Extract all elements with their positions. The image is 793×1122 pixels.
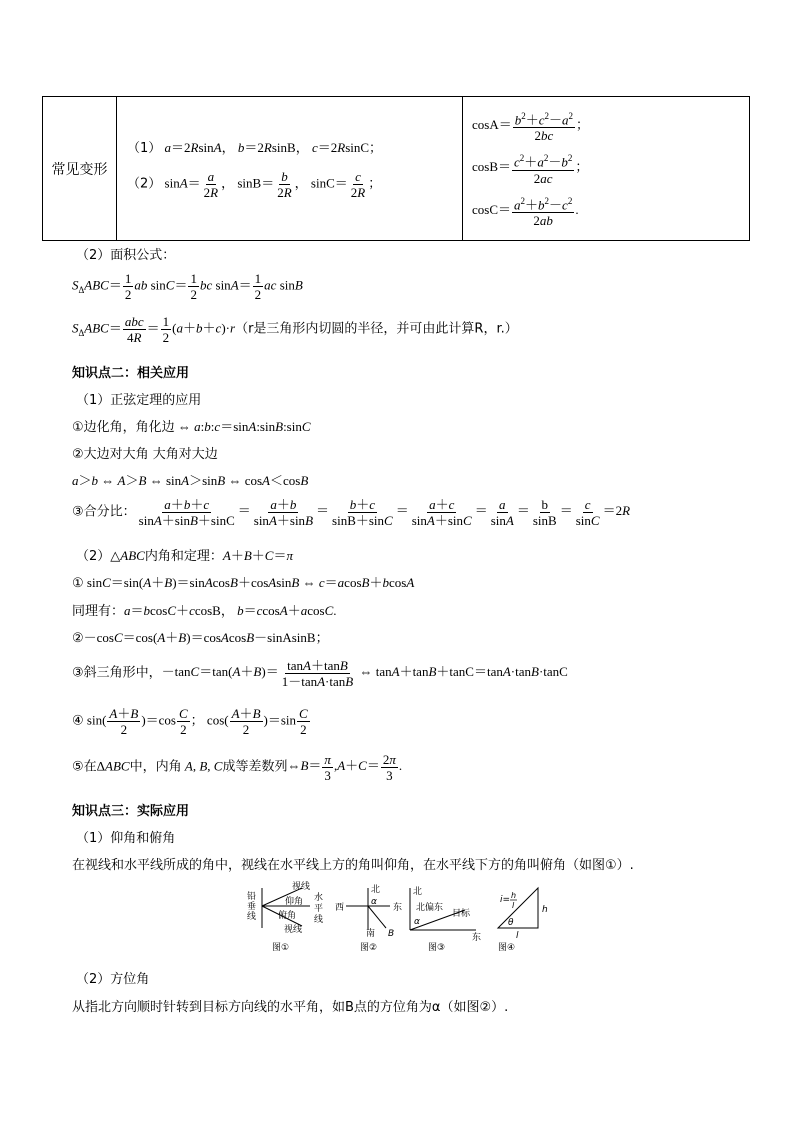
fig2-direction-line	[368, 906, 386, 928]
figures-svg	[240, 878, 560, 956]
fig1-depr: 俯角	[278, 911, 297, 921]
fig1-horiz-3: 线	[314, 915, 324, 925]
cos-c-row: cosC＝ $\frac{a^2+b^2-c^2}{2ab}$ .	[472, 195, 579, 228]
fig3-label: 北偏东	[416, 903, 444, 913]
kp2-inequality: a＞b ⇔ A＞B ⇔ sinA＞sinB ⇔ cosA＜cosB	[72, 473, 309, 488]
table-line2: （2） sinA＝ $\frac{a}{2R}$ ， sinB＝ $\frac{b}{2R}$ ， sinC＝ $\frac{c}{2R}$ ；	[127, 168, 382, 200]
fig1-plumb-1: 铅	[247, 892, 257, 902]
fig1-horiz-1: 水	[314, 893, 324, 903]
kp3-desc1: 在视线和水平线所成的角中，视线在水平线上方的角叫仰角，在水平线下方的角叫俯角（如图①）.	[72, 858, 634, 873]
fig1-caption: 图①	[272, 943, 290, 953]
fig4-i-label: i=	[500, 895, 511, 905]
fig2-alpha: α	[371, 897, 377, 907]
table-middle-cell	[117, 97, 463, 241]
table-line1: （1） a＝2RsinA， b＝2RsinB， c＝2RsinC；	[127, 139, 383, 156]
kp2-tan: ③斜三角形中，－tanC＝tan(A＋B)＝ $\frac{\tan A+\tan B}{1-\tan A\cdot\tan B}$ ⇔ tanA＋tanB＋tanC＝tanA·tanB·tanC	[72, 658, 568, 689]
figure-2	[335, 883, 402, 953]
fig4-triangle	[498, 888, 538, 928]
kp2-sub1: （1）正弦定理的应用	[76, 393, 202, 408]
kp2-half-angle: ④ sin( $\frac{A+B}{2}$ )＝cos $\frac{C}{2}$ ； cos( $\frac{A+B}{2}$ )＝sin $\frac{C}{2}$	[72, 706, 308, 737]
fig1-plumb-3: 线	[247, 912, 257, 922]
kp2-item1: ①边化角，角化边 ⇔ a:b:c＝sinA:sinB:sinC	[72, 419, 311, 435]
kp2-sub2: （2）△ABC内角和定理：A＋B＋C＝π	[76, 548, 293, 564]
figure-1	[247, 880, 323, 953]
fig4-caption: 图④	[498, 943, 516, 953]
fig1-plumb-2: 垂	[247, 902, 257, 912]
formula-table	[42, 96, 750, 241]
kp2-same: 同理有：a＝bcosC＋ccosB， b＝ccosA＋acosC.	[72, 603, 337, 619]
area-formula-2: $S_\Delta ABC=$ $\frac{\text{abc}}{4R}$ ＝ $\frac{1}{2}$ (a＋b＋c)·r（r是三角形内切圆的半径，并可由此计算R，r.）	[72, 314, 518, 345]
fig4-l: l	[516, 931, 519, 941]
table-cos-cell	[463, 97, 750, 241]
figure-3	[410, 885, 481, 953]
fig2-south: 南	[366, 929, 376, 939]
kp3-desc2: 从指北方向顺时针转到目标方向线的水平角，如B点的方位角为α（如图②）.	[72, 1000, 509, 1015]
table-label-cell	[43, 97, 117, 241]
table-label: 常见变形	[51, 161, 108, 178]
fig3-north: 北	[413, 887, 423, 897]
kp2-item3: ③合分比： $\frac{a+b+c}{\sin A+\sin B+\sin C}$ ＝ $\frac{a+b}{\sin A+\sin B}$ ＝ $\frac{b+c}{\sin B+\sin C}$ ＝ $\frac{a+c}{\sin A+\sin C}$ ＝ $\frac{a}{\sin A}$ ＝ $\frac{b}{\sin B}$ ＝ $\frac{c}{\sin C}$ ＝2R	[72, 497, 631, 528]
kp2-cos-sum: ②－cosC＝cos(A＋B)＝cosAcosB－sinAsinB；	[72, 630, 329, 645]
cos-a-row: cosA＝ $\frac{b^2+c^2-a^2}{2bc}$ ；	[472, 111, 590, 144]
figure-4	[498, 888, 548, 953]
fig4-ratio-l: l	[512, 901, 515, 910]
fig4-theta: θ	[508, 918, 514, 928]
kp2-title: 知识点二：相关应用	[72, 366, 190, 381]
fig3-alpha: α	[414, 917, 420, 927]
fig2-west: 西	[335, 903, 345, 913]
kp3-sub1: （1）仰角和俯角	[76, 831, 176, 846]
fig1-horiz-2: 平	[314, 904, 324, 914]
fig2-north: 北	[371, 885, 381, 895]
fig2-b: B	[388, 929, 395, 939]
fig3-target: 目标	[452, 909, 471, 919]
cos-b-row: cosB＝ $\frac{c^2+a^2-b^2}{2ac}$ ；	[472, 153, 589, 186]
fig4-ratio-h: h	[511, 891, 517, 900]
kp2-item2: ②大边对大角 大角对大边	[72, 447, 218, 462]
fig4-h: h	[542, 905, 548, 915]
kp3-title: 知识点三：实际应用	[72, 804, 190, 819]
fig1-sight-top: 视线	[292, 882, 311, 892]
kp3-sub2: （2）方位角	[76, 972, 150, 987]
area-heading: （2）面积公式：	[76, 248, 176, 263]
kp2-arith: ⑤在ΔABC中，内角 A, B, C成等差数列⇔B＝ $\frac{\pi}{3}$ ,A＋C＝ $\frac{2\pi}{3}$ .	[72, 752, 403, 783]
fig1-sight-bottom: 视线	[284, 925, 303, 935]
fig3-caption: 图③	[428, 943, 446, 953]
fig3-east: 东	[472, 933, 482, 943]
kp2-sin-sum: ① sinC＝sin(A＋B)＝sinAcosB＋cosAsinB ⇔ c＝acosB＋bcosA	[72, 575, 415, 590]
fig2-caption: 图②	[360, 943, 378, 953]
fig1-elev: 仰角	[285, 897, 304, 907]
fig2-east: 东	[393, 903, 403, 913]
area-formula-1: $S_\Delta ABC=$ $\frac{1}{2}$ ab sinC＝ $\frac{1}{2}$ bc sinA＝ $\frac{1}{2}$ ac sinB	[72, 271, 303, 302]
